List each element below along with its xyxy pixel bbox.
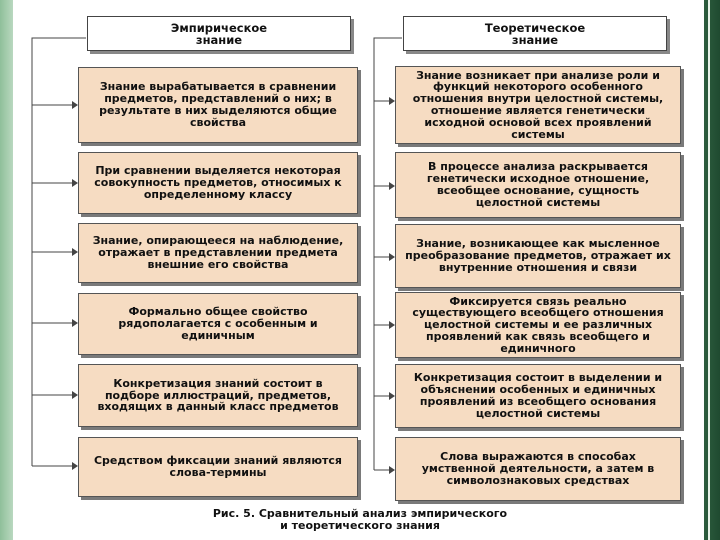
theoretical-item-6: Слова выражаются в способах умственной деятельности, а затем в символознаковых средствах [395, 437, 681, 501]
header-theoretical: Теоретическое знание [403, 16, 667, 51]
theoretical-item-3: Знание, возникающее как мысленное преобразование предметов, отражает их внутренние отношения и связи [395, 224, 681, 288]
empirical-item-5: Конкретизация знаний состоит в подборе иллюстраций, предметов, входящих в данный класс предметов [78, 364, 358, 427]
theoretical-item-5: Конкретизация состоит в выделении и объяснении особенных и единичных проявлений из всеобщего основания целостной системы [395, 364, 681, 428]
empirical-item-2: При сравнении выделяется некоторая совокупность предметов, относимых к определенному классу [78, 152, 358, 214]
theoretical-item-4: Фиксируется связь реально существующего всеобщего отношения целостной системы и ее различных проявлений как связь всеобщего и единичного [395, 292, 681, 358]
figure-caption: Рис. 5. Сравнительный анализ эмпирического и теоретического знания [212, 507, 508, 532]
theoretical-item-2: В процессе анализа раскрывается генетически исходное отношение, всеобщее основание, сущность целостной системы [395, 152, 681, 218]
empirical-item-3: Знание, опирающееся на наблюдение, отражает в представлении предмета внешние его свойства [78, 223, 358, 283]
header-empirical: Эмпирическое знание [87, 16, 351, 51]
empirical-item-4: Формально общее свойство рядополагается с особенным и единичным [78, 293, 358, 355]
empirical-item-6: Средством фиксации знаний являются слова-термины [78, 437, 358, 497]
empirical-item-1: Знание вырабатывается в сравнении предметов, представлений о них; в результате в них выделяются общие свойства [78, 67, 358, 143]
theoretical-item-1: Знание возникает при анализе роли и функций некоторого особенного отношения внутри целостной системы, отношение является генетически исходной основой всех проявлений системы [395, 66, 681, 144]
